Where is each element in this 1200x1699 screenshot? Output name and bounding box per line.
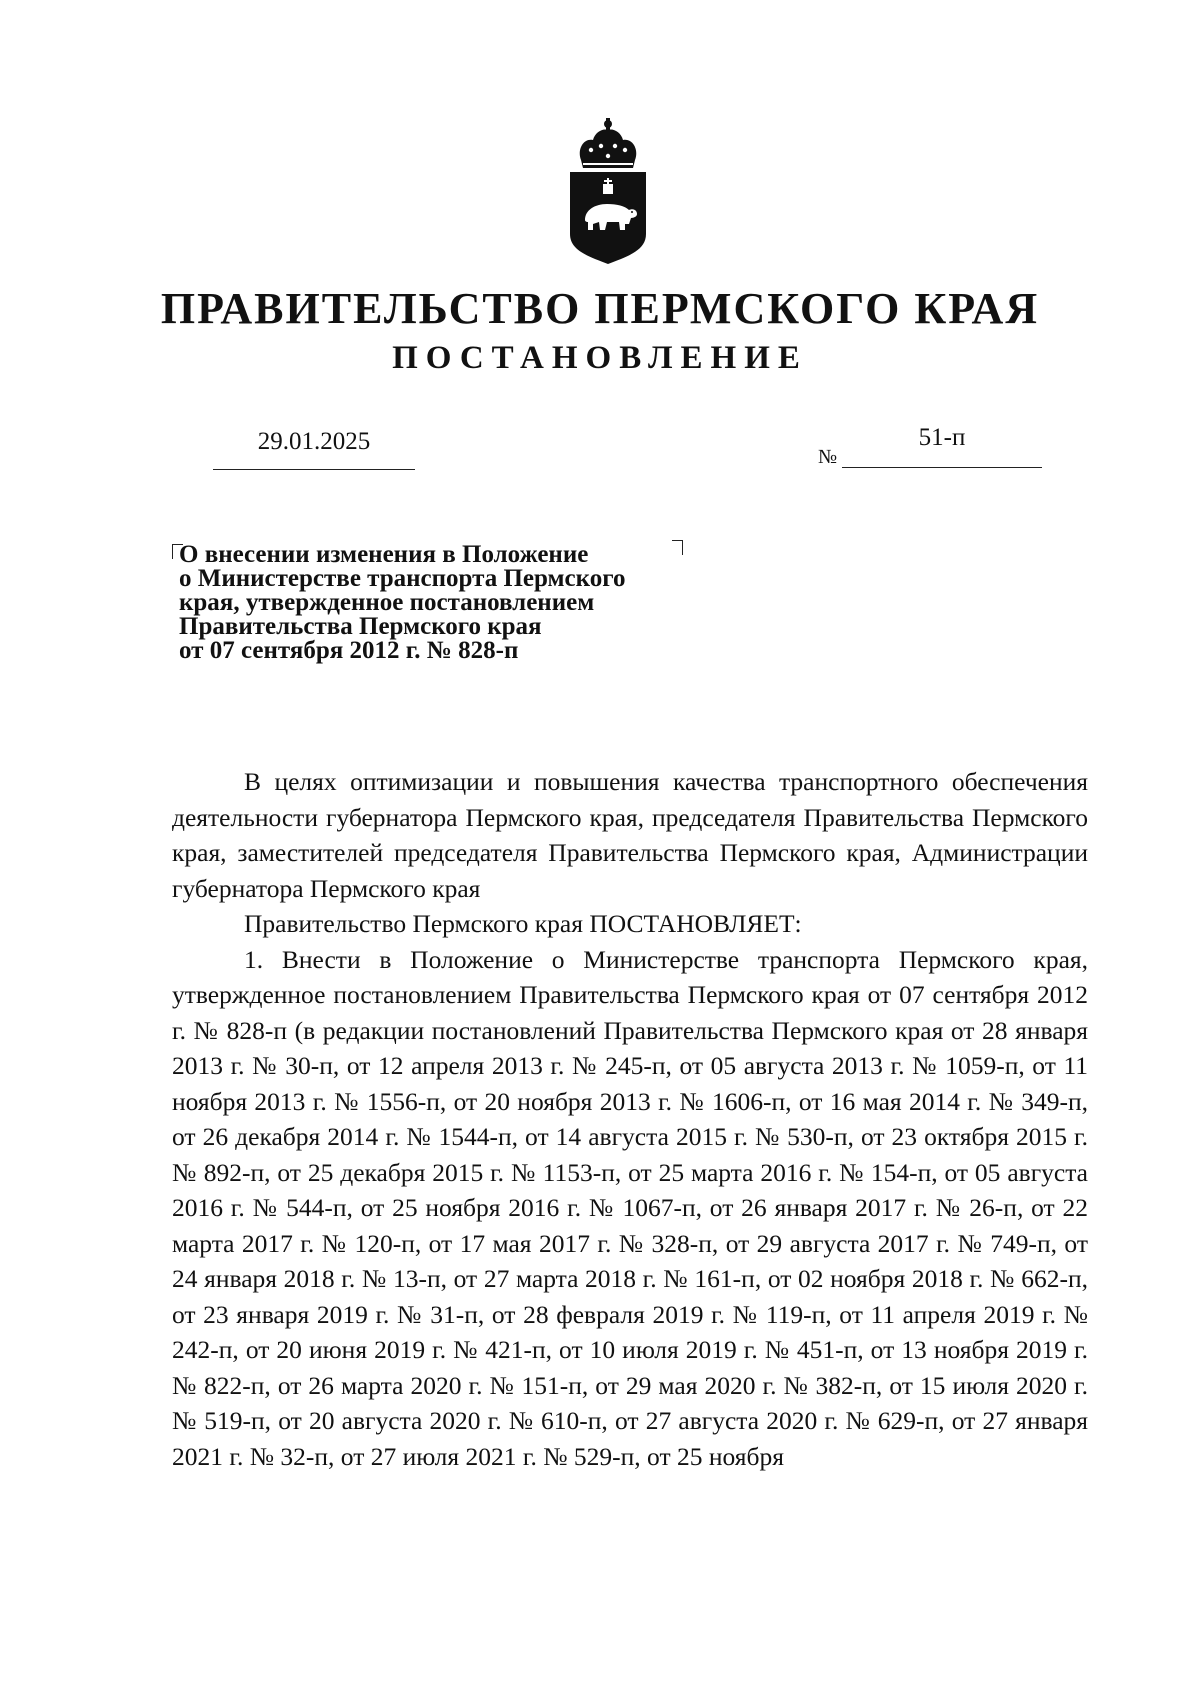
- date-value: 29.01.2025: [257, 428, 371, 455]
- number-sign: №: [818, 446, 838, 468]
- subject-line: О внесении изменения в Положение: [179, 541, 589, 568]
- body-paragraph-resolution: Правительство Пермского края ПОСТАНОВЛЯЕТ:: [244, 909, 802, 938]
- subject-line: о Министерстве транспорта Пермского: [179, 565, 626, 592]
- organization-title: ПРАВИТЕЛЬСТВО ПЕРМСКОГО КРАЯ: [160, 284, 1040, 333]
- document-subject: [179, 543, 699, 663]
- subject-line: Правительства Пермского края: [179, 613, 542, 640]
- document-body: [172, 764, 1088, 1474]
- document-type: ПОСТАНОВЛЕНИЕ: [392, 340, 808, 376]
- document-date: [213, 426, 415, 470]
- perm-krai-coat-of-arms-icon: [563, 116, 653, 266]
- body-paragraph-item-1: 1. Внести в Положение о Министерстве транспорта Пермского края, утвержденное постановлением Правительства Пермского края от 07 сентября 2012 г. № 828-п (в редакции постановлений Правительства Пермского края от 28 января 2013 г. № 30-п, от 12 апреля 2013 г. № 245-п, от 05 августа 2013 г. № 1059-п, от 11 ноября 2013 г. № 1556-п, от 20 ноября 2013 г. № 1606-п, от 16 мая 2014 г. № 349-п, от 26 декабря 2014 г. № 1544-п, от 14 августа 2015 г. № 530-п, от 23 октября 2015 г. № 892-п, от 25 декабря 2015 г. № 1153-п, от 25 марта 2016 г. № 154-п, от 05 августа 2016 г. № 544-п, от 25 ноября 2016 г. № 1067-п, от 26 января 2017 г. № 26-п, от 22 марта 2017 г. № 120-п, от 17 мая 2017 г. № 328-п, от 29 августа 2017 г. № 749-п, от 24 января 2018 г. № 13-п, от 27 марта 2018 г. № 161-п, от 02 ноября 2018 г. № 662-п, от 23 января 2019 г. № 31-п, от 28 февраля 2019 г. № 119-п, от 11 апреля 2019 г. № 242-п, от 20 июня 2019 г. № 421-п, от 10 июля 2019 г. № 451-п, от 13 ноября 2019 г. № 822-п, от 26 марта 2020 г. № 151-п, от 29 мая 2020 г. № 382-п, от 15 июля 2020 г. № 519-п, от 20 августа 2020 г. № 610-п, от 27 августа 2020 г. № 629-п, от 27 января 2021 г. № 32-п, от 27 июля 2021 г. № 529-п, от 25 ноября: [172, 944, 1088, 1471]
- body-paragraph-preamble: В целях оптимизации и повышения качества транспортного обеспечения деятельности губернатора Пермского края, председателя Правительства Пермского края, заместителей председателя Правительства Пермского края, Администрации губернатора Пермского края: [172, 767, 1088, 903]
- subject-line: края, утвержденное постановлением: [179, 589, 595, 616]
- subject-line: от 07 сентября 2012 г. № 828-п: [179, 637, 519, 664]
- document-number: [842, 424, 1042, 468]
- number-value: 51-п: [918, 424, 966, 451]
